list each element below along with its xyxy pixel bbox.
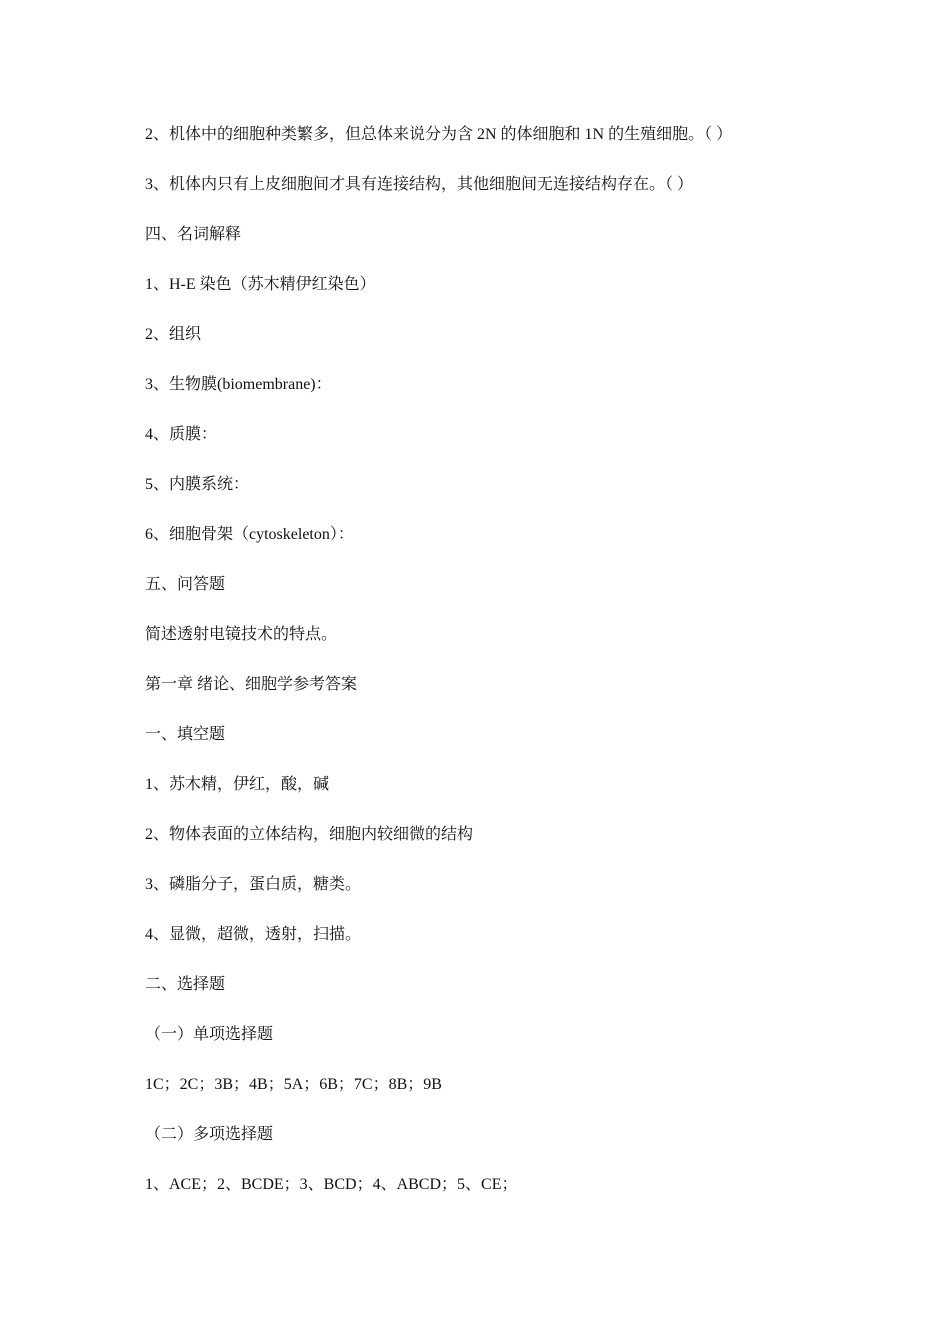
true-false-question-2: 2、机体中的细胞种类繁多，但总体来说分为含 2N 的体细胞和 1N 的生殖细胞。（ ） [145, 126, 733, 143]
multi-choice-heading: （二）多项选择题 [145, 1126, 274, 1143]
term-item-1: 1、H-E 染色（苏木精伊红染色） [145, 276, 376, 293]
fill-answer-2: 2、物体表面的立体结构，细胞内较细微的结构 [145, 826, 474, 843]
fill-answer-3: 3、磷脂分子，蛋白质，糖类。 [145, 876, 362, 893]
term-item-5: 5、内膜系统： [145, 476, 250, 493]
document-body [145, 122, 825, 1222]
answer-key-title: 第一章 绪论、细胞学参考答案 [145, 676, 358, 693]
qa-question: 简述透射电镜技术的特点。 [145, 626, 338, 643]
true-false-question-3: 3、机体内只有上皮细胞间才具有连接结构，其他细胞间无连接结构存在。（ ） [145, 176, 694, 193]
section-heading-fill-blanks: 一、填空题 [145, 726, 226, 743]
section-heading-qa: 五、问答题 [145, 576, 226, 593]
term-item-2: 2、组织 [145, 326, 202, 343]
section-heading-multiple-choice: 二、选择题 [145, 976, 226, 993]
term-item-4: 4、质膜： [145, 426, 218, 443]
fill-answer-1: 1、苏木精，伊红，酸，碱 [145, 776, 330, 793]
fill-answer-4: 4、显微，超微，透射，扫描。 [145, 926, 362, 943]
section-heading-term-definitions: 四、名词解释 [145, 226, 242, 243]
multi-choice-answers: 1、ACE；2、BCDE；3、BCD；4、ABCD；5、CE； [145, 1176, 518, 1193]
single-choice-heading: （一）单项选择题 [145, 1026, 274, 1043]
term-item-3: 3、生物膜(biomembrane)： [145, 376, 332, 393]
single-choice-answers: 1C；2C；3B；4B；5A；6B；7C；8B；9B [145, 1076, 442, 1093]
term-item-6: 6、细胞骨架（cytoskeleton）： [145, 526, 354, 543]
